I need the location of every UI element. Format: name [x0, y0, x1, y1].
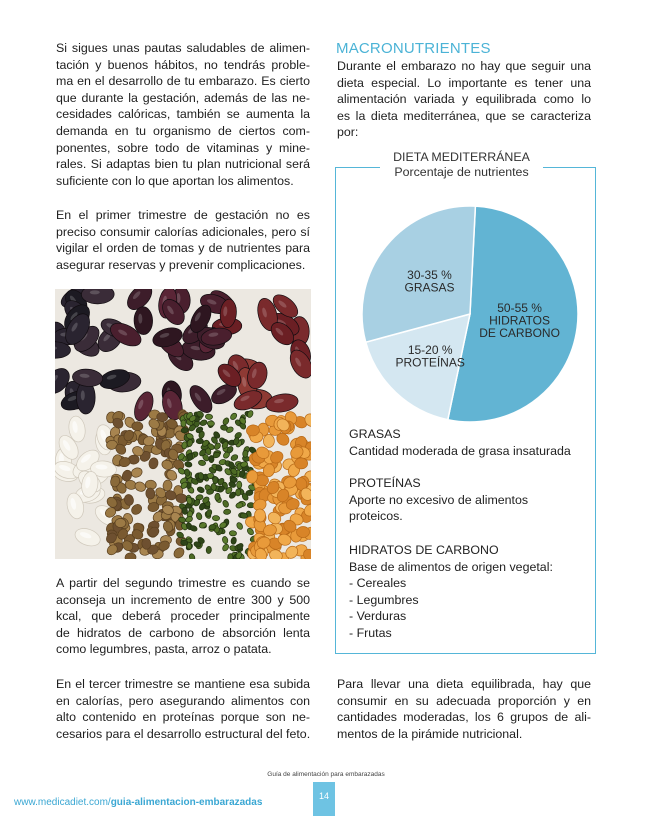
hidratos-list-item: - Legumbres [349, 592, 419, 607]
page-number-tab [313, 782, 335, 816]
hidratos-title: HIDRATOS DE CARBONO [349, 543, 499, 557]
text-line: consumir en su adecuada proporción y en [337, 693, 591, 708]
diet-box-heading: DIETA MEDITERRÁNEA [393, 150, 530, 164]
third-trimester-paragraph [56, 676, 310, 742]
intro-paragraph [56, 40, 310, 189]
proteinas-title: PROTEÍNAS [349, 476, 421, 490]
text-line: alimentación variada y equilibrada como lo [337, 92, 591, 107]
text-line: dieta especial. Lo importante es tener una [337, 75, 591, 90]
hidratos-list-item: - Frutas [349, 625, 392, 640]
closing-paragraph [337, 676, 591, 742]
url-path: guia-alimentacion-embarazadas [110, 797, 263, 808]
section-heading: MACRONUTRIENTES [336, 40, 491, 57]
text-line: rales. Si adaptas bien tu plan nutricional será [56, 157, 310, 172]
legumes-photo [55, 289, 311, 559]
proteinas-text-line: Aporte no excesivo de alimentos [349, 493, 529, 507]
text-line: demanda en tu organismo de ciertos com- [56, 123, 310, 138]
text-line: asegurar reservas y prevenir complicaciones. [56, 257, 306, 272]
text-line: Durante el embarazo no hay que seguir una [337, 59, 591, 73]
text-line: es la dieta mediterránea, que se caracteriza [337, 108, 591, 123]
hidratos-text [349, 559, 553, 641]
text-line: ma en el desarrollo de tu embarazo. Es cierto [56, 74, 310, 89]
pie-slice-label: 15-20 % [407, 342, 453, 357]
text-line: En el tercer trimestre se mantiene esa subida [56, 677, 310, 691]
text-line: A partir del segundo trimestre es cuando se [56, 576, 310, 590]
footer-caption: Guía de alimentación para embarazadas [267, 771, 385, 778]
pie-slice-label: HIDRATOS [489, 313, 551, 328]
pie-slice-label: 30-35 % [407, 268, 452, 283]
pie-slice-label: PROTEÍNAS [395, 355, 465, 370]
text-line: Si sigues unas pautas saludables de alimen- [56, 41, 310, 55]
diet-box-subtitle: Porcentaje de nutrientes [394, 165, 529, 179]
text-line: mentos de la pirámide nutricional. [337, 726, 523, 741]
text-line: tación y buenos hábitos, no tendrás proble- [56, 57, 310, 72]
text-line: kcal, que deberá proceder principalmente [56, 609, 310, 624]
text-line: que durante la gestación, además de las ne- [56, 90, 310, 105]
text-line: aconseja un incremento de entre 300 y 500 [56, 592, 310, 607]
hidratos-list-item: - Cereales [349, 576, 407, 591]
grasas-text: Cantidad moderada de grasa insaturada [349, 444, 571, 458]
text-line: como legumbres, pasta, arroz o patata. [56, 642, 272, 657]
text-line: alto contenido en proteínas porque son ne- [56, 710, 310, 725]
text-line: cesidades calóricas, también se aumenta la [56, 107, 310, 122]
pie-slice-label: GRASAS [404, 280, 455, 295]
text-line: preciso consumir calorías adicionales, pero sí [56, 224, 310, 239]
url-prefix: www.medicadiet.com/ [14, 797, 111, 808]
grasas-title: GRASAS [349, 427, 401, 441]
text-line: en calorías, pero asegurando alimentos con [56, 693, 310, 708]
text-line: ponentes, sobre todo de vitaminas y mine- [56, 140, 310, 155]
text-line: por: [337, 125, 359, 140]
footer-url-link[interactable] [14, 797, 262, 808]
text-line: Para llevar una dieta equilibrada, hay que [337, 677, 591, 691]
macronutrients-intro [337, 58, 591, 141]
proteinas-text-line: proteicos. [349, 509, 403, 524]
text-line: cantidades moderadas, los 6 grupos de ali- [337, 710, 591, 725]
nutrient-pie-chart [360, 204, 580, 424]
hidratos-intro: Base de alimentos de origen vegetal: [349, 560, 553, 574]
diet-box-title [380, 150, 543, 186]
first-trimester-paragraph [56, 207, 310, 273]
second-trimester-paragraph [56, 575, 310, 658]
proteinas-text [349, 492, 528, 525]
pie-slice-label: 50-55 % [497, 300, 542, 315]
pie-slice-label: DE CARBONO [479, 325, 560, 340]
text-line: vigilar el orden de tomas y de nutrientes para [56, 241, 310, 256]
text-line: En el primer trimestre de gestación no es [56, 208, 310, 222]
text-line: cesarios para el desarrollo estructural del feto. [56, 726, 311, 741]
text-line: de hidratos de carbono de absorción lenta [56, 625, 310, 640]
hidratos-list-item: - Verduras [349, 609, 407, 624]
page-number: 14 [318, 791, 329, 801]
text-line: suficiente con lo que aportan los alimentos. [56, 173, 294, 188]
